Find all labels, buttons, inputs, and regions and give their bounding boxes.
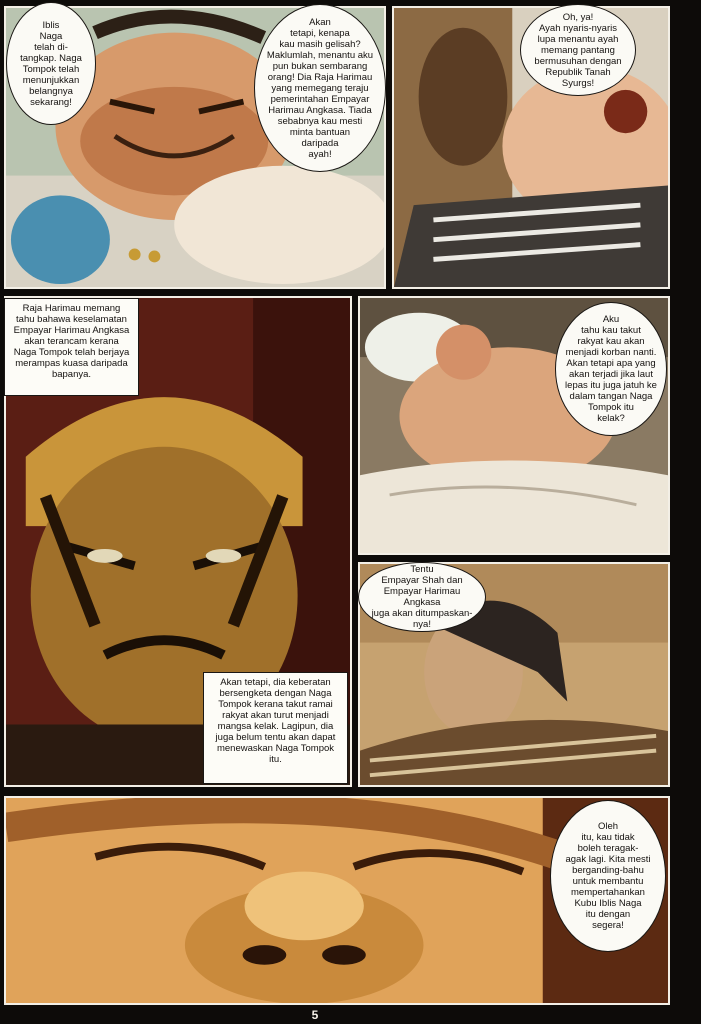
caption-panel3-top: Raja Harimau memang tahu bahawa keselamatan Empayar Harimau Angkasa akan terancam kerana Naga Tompok telah berjaya merampas kuasa daripada bapanya. xyxy=(4,298,139,396)
speech-bubble-panel2: Oh, ya! Ayah nyaris-nyaris lupa menantu ayah memang pantang bermusuhan dengan Republik Tanah Syurgs! xyxy=(520,4,636,96)
speech-bubble-panel6: Oleh itu, kau tidak boleh teragak- agak lagi. Kita mesti berganding-bahu untuk membantu mempertahankan Kubu Iblis Naga itu dengan segera! xyxy=(550,800,666,952)
speech-bubble-panel5: Tentu Empayar Shah dan Empayar Harimau Angkasa juga akan ditumpaskan- nya! xyxy=(358,562,486,632)
speech-bubble-panel4: Aku tahu kau takut rakyat kau akan menjadi korban nanti. Akan tetapi apa yang akan terjadi jika laut lepas itu juga jatuh ke dalam tangan Naga Tompok itu kelak? xyxy=(555,302,667,436)
page-number: 5 xyxy=(311,1008,319,1022)
speech-bubble-panel1-left: Iblis Naga telah di- tangkap. Naga Tompok telah menunjukkan belangnya sekarang! xyxy=(6,2,96,125)
speech-bubble-panel1-right: Akan tetapi, kenapa kau masih gelisah? Maklumlah, menantu aku pun bukan sembarang orang! Dia Raja Harimau yang memegang teraju pemerintahan Empayar Harimau Angkasa. Tiada sebabnya kau mesti minta bantuan daripada ayah! xyxy=(254,4,386,172)
caption-panel3-bottom: Akan tetapi, dia keberatan bersengketa dengan Naga Tompok kerana takut ramai rakyat akan turut menjadi mangsa kelak. Lagipun, dia juga belum tentu akan dapat menewaskan Naga Tompok itu. xyxy=(203,672,348,784)
